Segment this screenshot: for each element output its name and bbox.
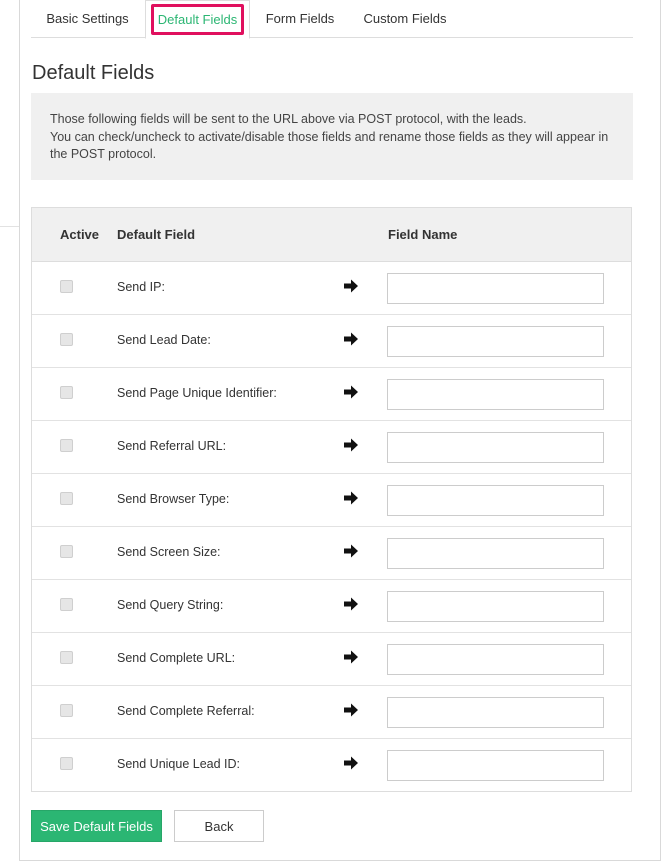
table-header [32,208,631,262]
arrow-right-icon [343,437,359,453]
active-checkbox[interactable] [60,439,73,452]
header-default-field: Default Field [117,227,196,242]
default-field-label: Send Lead Date: [117,333,211,347]
tab-default-fields-label: Default Fields [151,4,244,35]
tab-basic-settings-label: Basic Settings [46,11,129,26]
info-line-2: You can check/uncheck to activate/disable those fields and rename those fields as they will appear in the POST protocol. [50,129,609,161]
table-row [32,527,631,580]
table-row [32,262,631,315]
active-checkbox[interactable] [60,598,73,611]
default-field-label: Send Screen Size: [117,545,221,559]
header-active: Active [60,227,100,242]
table-row [32,633,631,686]
tab-basic-settings[interactable] [31,0,144,38]
arrow-right-icon [343,596,359,612]
table-row [32,474,631,527]
save-default-fields-button[interactable]: Save Default Fields [31,810,162,842]
active-checkbox[interactable] [60,333,73,346]
default-fields-table [31,207,632,792]
active-checkbox[interactable] [60,704,73,717]
field-name-input[interactable] [387,644,604,675]
default-field-label: Send Query String: [117,598,224,612]
field-name-input[interactable] [387,538,604,569]
field-name-input[interactable] [387,750,604,781]
default-field-label: Send Complete Referral: [117,704,255,718]
back-button[interactable]: Back [174,810,264,842]
active-checkbox[interactable] [60,280,73,293]
default-field-label: Send Page Unique Identifier: [117,386,277,400]
tab-form-fields-label: Form Fields [265,11,335,26]
left-divider [0,226,19,227]
field-name-input[interactable] [387,432,604,463]
active-checkbox[interactable] [60,492,73,505]
table-row [32,739,631,792]
tab-default-fields[interactable] [145,0,250,39]
arrow-right-icon [343,278,359,294]
active-checkbox[interactable] [60,757,73,770]
field-name-input[interactable] [387,591,604,622]
field-name-input[interactable] [387,485,604,516]
tab-custom-fields[interactable] [351,0,459,38]
arrow-right-icon [343,331,359,347]
header-field-name: Field Name [388,227,458,242]
field-name-input[interactable] [387,273,604,304]
default-field-label: Send IP: [117,280,165,294]
table-row [32,421,631,474]
default-field-label: Send Referral URL: [117,439,227,453]
arrow-right-icon [343,543,359,559]
table-row [32,580,631,633]
active-checkbox[interactable] [60,386,73,399]
arrow-right-icon [343,490,359,506]
table-row [32,315,631,368]
tab-form-fields[interactable] [252,0,348,38]
active-checkbox[interactable] [60,651,73,664]
section-title: Default Fields [32,62,155,84]
field-name-input[interactable] [387,379,604,410]
arrow-right-icon [343,384,359,400]
tab-custom-fields-label: Custom Fields [363,11,447,26]
info-box [31,93,633,180]
active-checkbox[interactable] [60,545,73,558]
default-field-label: Send Complete URL: [117,651,236,665]
settings-tabs [31,0,633,38]
arrow-right-icon [343,702,359,718]
table-row [32,368,631,421]
arrow-right-icon [343,649,359,665]
info-line-1: Those following fields will be sent to the URL above via POST protocol, with the leads. [50,112,527,126]
arrow-right-icon [343,755,359,771]
field-name-input[interactable] [387,697,604,728]
default-field-label: Send Browser Type: [117,492,230,506]
field-name-input[interactable] [387,326,604,357]
default-field-label: Send Unique Lead ID: [117,757,241,771]
table-row [32,686,631,739]
